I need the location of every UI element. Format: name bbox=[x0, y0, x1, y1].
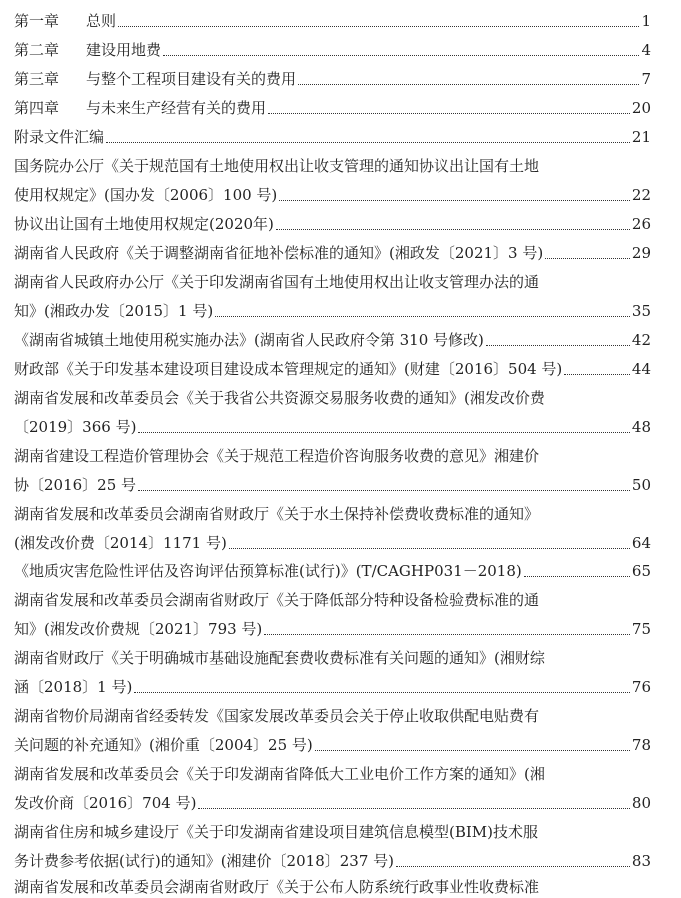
entry-title-text: 湖南省发展和改革委员会湖南省财政厅《关于公布人防系统行政事业性收费标准 bbox=[14, 878, 540, 896]
toc-entry-title bbox=[14, 677, 132, 697]
dot-leader bbox=[276, 229, 630, 230]
dot-leader bbox=[486, 345, 630, 346]
toc-entry-title bbox=[14, 590, 539, 610]
entry-title-text: 湖南省物价局湖南省经委转发《国家发展改革委员会关于停止收取供配电贴费有 bbox=[14, 707, 540, 725]
toc-entry-title bbox=[14, 822, 538, 842]
toc-entry[interactable] bbox=[14, 212, 651, 234]
toc-entry[interactable] bbox=[14, 125, 651, 147]
page-number: 35 bbox=[631, 302, 651, 320]
chapter-number: 第三章 bbox=[14, 70, 60, 88]
toc-entry-title bbox=[14, 185, 277, 205]
page-number: 26 bbox=[631, 215, 651, 233]
toc-entry-title bbox=[14, 40, 161, 60]
toc-entry[interactable] bbox=[14, 588, 651, 610]
toc-entry-title bbox=[14, 706, 539, 726]
toc-entry[interactable] bbox=[14, 559, 651, 581]
dot-leader bbox=[118, 26, 639, 27]
chapter-number: 第一章 bbox=[14, 12, 60, 30]
toc-entry-title bbox=[14, 561, 522, 581]
dot-leader bbox=[198, 808, 629, 809]
toc-entry[interactable] bbox=[14, 154, 651, 176]
dot-leader bbox=[134, 692, 630, 693]
toc-entry-title bbox=[14, 330, 484, 350]
chapter-number: 第四章 bbox=[14, 99, 60, 117]
toc-entry-title bbox=[14, 214, 274, 234]
dot-leader bbox=[315, 750, 630, 751]
page-number: 42 bbox=[631, 331, 651, 349]
dot-leader bbox=[138, 490, 630, 491]
toc-entry-title bbox=[14, 69, 296, 89]
toc-entry[interactable] bbox=[14, 415, 651, 437]
dot-leader bbox=[163, 55, 639, 56]
dot-leader bbox=[229, 548, 630, 549]
page-number: 4 bbox=[641, 41, 651, 59]
toc-entry[interactable] bbox=[14, 849, 651, 871]
toc-entry-title bbox=[14, 446, 539, 466]
entry-title-text: 与整个工程项目建设有关的费用 bbox=[86, 70, 297, 88]
dot-leader bbox=[564, 374, 630, 375]
entry-title-text: 《湖南省城镇土地使用税实施办法》(湖南省人民政府令第 310 号修改) bbox=[14, 331, 484, 349]
entry-title-text: 协〔2016〕25 号 bbox=[14, 476, 137, 494]
dot-leader bbox=[215, 316, 630, 317]
toc-entry-title bbox=[14, 156, 539, 176]
page-number: 78 bbox=[631, 736, 651, 754]
page-number: 48 bbox=[631, 418, 651, 436]
toc-entry[interactable] bbox=[14, 704, 651, 726]
toc-entry[interactable] bbox=[14, 38, 651, 60]
toc-entry[interactable] bbox=[14, 241, 651, 263]
toc-entry-title bbox=[14, 475, 136, 495]
chapter-number: 第二章 bbox=[14, 41, 60, 59]
page-number: 65 bbox=[631, 562, 651, 580]
entry-title-text: 与未来生产经营有关的费用 bbox=[86, 99, 267, 117]
page-number: 75 bbox=[631, 620, 651, 638]
toc-entry[interactable] bbox=[14, 357, 651, 379]
entry-title-text: 《地质灾害危险性评估及咨询评估预算标准(试行)》(T/CAGHP031－2018) bbox=[14, 562, 522, 580]
entry-title-text: 湖南省发展和改革委员会《关于印发湖南省降低大工业电价工作方案的通知》(湘 bbox=[14, 765, 545, 783]
toc-entry-title bbox=[14, 301, 213, 321]
toc-entry[interactable] bbox=[14, 270, 651, 292]
page-number: 29 bbox=[631, 244, 651, 262]
toc-entry[interactable] bbox=[14, 875, 651, 897]
toc-entry[interactable] bbox=[14, 820, 651, 842]
toc-entry-title bbox=[14, 388, 545, 408]
toc-entry-title bbox=[14, 877, 539, 897]
entry-title-text: 湖南省建设工程造价管理协会《关于规范工程造价咨询服务收费的意见》湘建价 bbox=[14, 447, 540, 465]
toc-entry-title bbox=[14, 851, 394, 871]
toc-entry[interactable] bbox=[14, 646, 651, 668]
toc-entry[interactable] bbox=[14, 444, 651, 466]
page-number: 20 bbox=[631, 99, 651, 117]
entry-title-text: 湖南省人民政府办公厅《关于印发湖南省国有土地使用权出让收支管理办法的通 bbox=[14, 273, 540, 291]
toc-entry[interactable] bbox=[14, 9, 651, 31]
entry-title-text: 湖南省发展和改革委员会湖南省财政厅《关于降低部分特种设备检验费标准的通 bbox=[14, 591, 540, 609]
entry-title-text: 总则 bbox=[86, 12, 117, 30]
page-number: 44 bbox=[631, 360, 651, 378]
toc-entry[interactable] bbox=[14, 183, 651, 205]
entry-title-text: 湖南省人民政府《关于调整湖南省征地补偿标准的通知》(湘政发〔2021〕3 号) bbox=[14, 244, 544, 262]
toc-entry-title bbox=[14, 533, 227, 553]
toc-entry[interactable] bbox=[14, 531, 651, 553]
dot-leader bbox=[106, 142, 630, 143]
entry-title-text: 使用权规定》(国办发〔2006〕100 号) bbox=[14, 186, 278, 204]
page-number: 64 bbox=[631, 534, 651, 552]
toc-entry-title bbox=[14, 504, 539, 524]
page-number: 22 bbox=[631, 186, 651, 204]
page-number: 50 bbox=[631, 476, 651, 494]
toc-entry[interactable] bbox=[14, 299, 651, 321]
entry-title-text: 协议出让国有土地使用权规定(2020年) bbox=[14, 215, 274, 233]
dot-leader bbox=[396, 866, 630, 867]
toc-entry[interactable] bbox=[14, 733, 651, 755]
toc-entry-title bbox=[14, 417, 136, 437]
entry-title-text: 湖南省发展和改革委员会湖南省财政厅《关于水土保持补偿费收费标准的通知》 bbox=[14, 505, 540, 523]
toc-entry-title bbox=[14, 764, 545, 784]
entry-title-text: (湘发改价费〔2014〕1171 号) bbox=[14, 534, 227, 552]
toc-entry[interactable] bbox=[14, 386, 651, 408]
toc-entry[interactable] bbox=[14, 328, 651, 350]
toc-entry-title bbox=[14, 127, 104, 147]
dot-leader bbox=[138, 432, 629, 433]
entry-title-text: 发改价商〔2016〕704 号) bbox=[14, 794, 197, 812]
entry-title-text: 国务院办公厅《关于规范国有土地使用权出让收支管理的通知协议出让国有土地 bbox=[14, 157, 540, 175]
toc-entry[interactable] bbox=[14, 675, 651, 697]
page-number: 1 bbox=[641, 12, 651, 30]
entry-title-text: 关问题的补充通知》(湘价重〔2004〕25 号) bbox=[14, 736, 313, 754]
toc-entry-title bbox=[14, 98, 266, 118]
page-number: 21 bbox=[631, 128, 651, 146]
entry-title-text: 知》(湘政办发〔2015〕1 号) bbox=[14, 302, 214, 320]
entry-title-text: 知》(湘发改价费规〔2021〕793 号) bbox=[14, 620, 263, 638]
toc-entry-title bbox=[14, 735, 313, 755]
toc-entry[interactable] bbox=[14, 473, 651, 495]
dot-leader bbox=[268, 113, 630, 114]
toc-entry[interactable] bbox=[14, 791, 651, 813]
page-number: 83 bbox=[631, 852, 651, 870]
page-number: 76 bbox=[631, 678, 651, 696]
toc-entry-title bbox=[14, 359, 562, 379]
toc-entry-title bbox=[14, 793, 196, 813]
page-number: 7 bbox=[641, 70, 651, 88]
entry-title-text: 〔2019〕366 号) bbox=[14, 418, 137, 436]
toc-entry[interactable] bbox=[14, 762, 651, 784]
entry-title-text: 湖南省住房和城乡建设厅《关于印发湖南省建设项目建筑信息模型(BIM)技术服 bbox=[14, 823, 539, 841]
entry-title-text: 财政部《关于印发基本建设项目建设成本管理规定的通知》(财建〔2016〕504 号) bbox=[14, 360, 563, 378]
toc-entry-title bbox=[14, 272, 539, 292]
entry-title-text: 湖南省财政厅《关于明确城市基础设施配套费收费标准有关问题的通知》(湘财综 bbox=[14, 649, 545, 667]
toc-entry[interactable] bbox=[14, 502, 651, 524]
toc-entry-title bbox=[14, 243, 543, 263]
toc-entry-title bbox=[14, 11, 116, 31]
toc-entry-title bbox=[14, 619, 262, 639]
entry-title-text: 建设用地费 bbox=[86, 41, 162, 59]
dot-leader bbox=[279, 200, 630, 201]
dot-leader bbox=[298, 84, 639, 85]
toc-entry[interactable] bbox=[14, 617, 651, 639]
dot-leader bbox=[524, 576, 630, 577]
entry-title-text: 附录文件汇编 bbox=[14, 128, 105, 146]
toc-entry-title bbox=[14, 648, 545, 668]
entry-title-text: 务计费参考依据(试行)的通知》(湘建价〔2018〕237 号) bbox=[14, 852, 394, 870]
toc-entry[interactable] bbox=[14, 96, 651, 118]
dot-leader bbox=[264, 634, 630, 635]
page-number: 80 bbox=[631, 794, 651, 812]
entry-title-text: 湖南省发展和改革委员会《关于我省公共资源交易服务收费的通知》(湘发改价费 bbox=[14, 389, 545, 407]
dot-leader bbox=[545, 258, 630, 259]
toc-entry[interactable] bbox=[14, 67, 651, 89]
entry-title-text: 涵〔2018〕1 号) bbox=[14, 678, 133, 696]
